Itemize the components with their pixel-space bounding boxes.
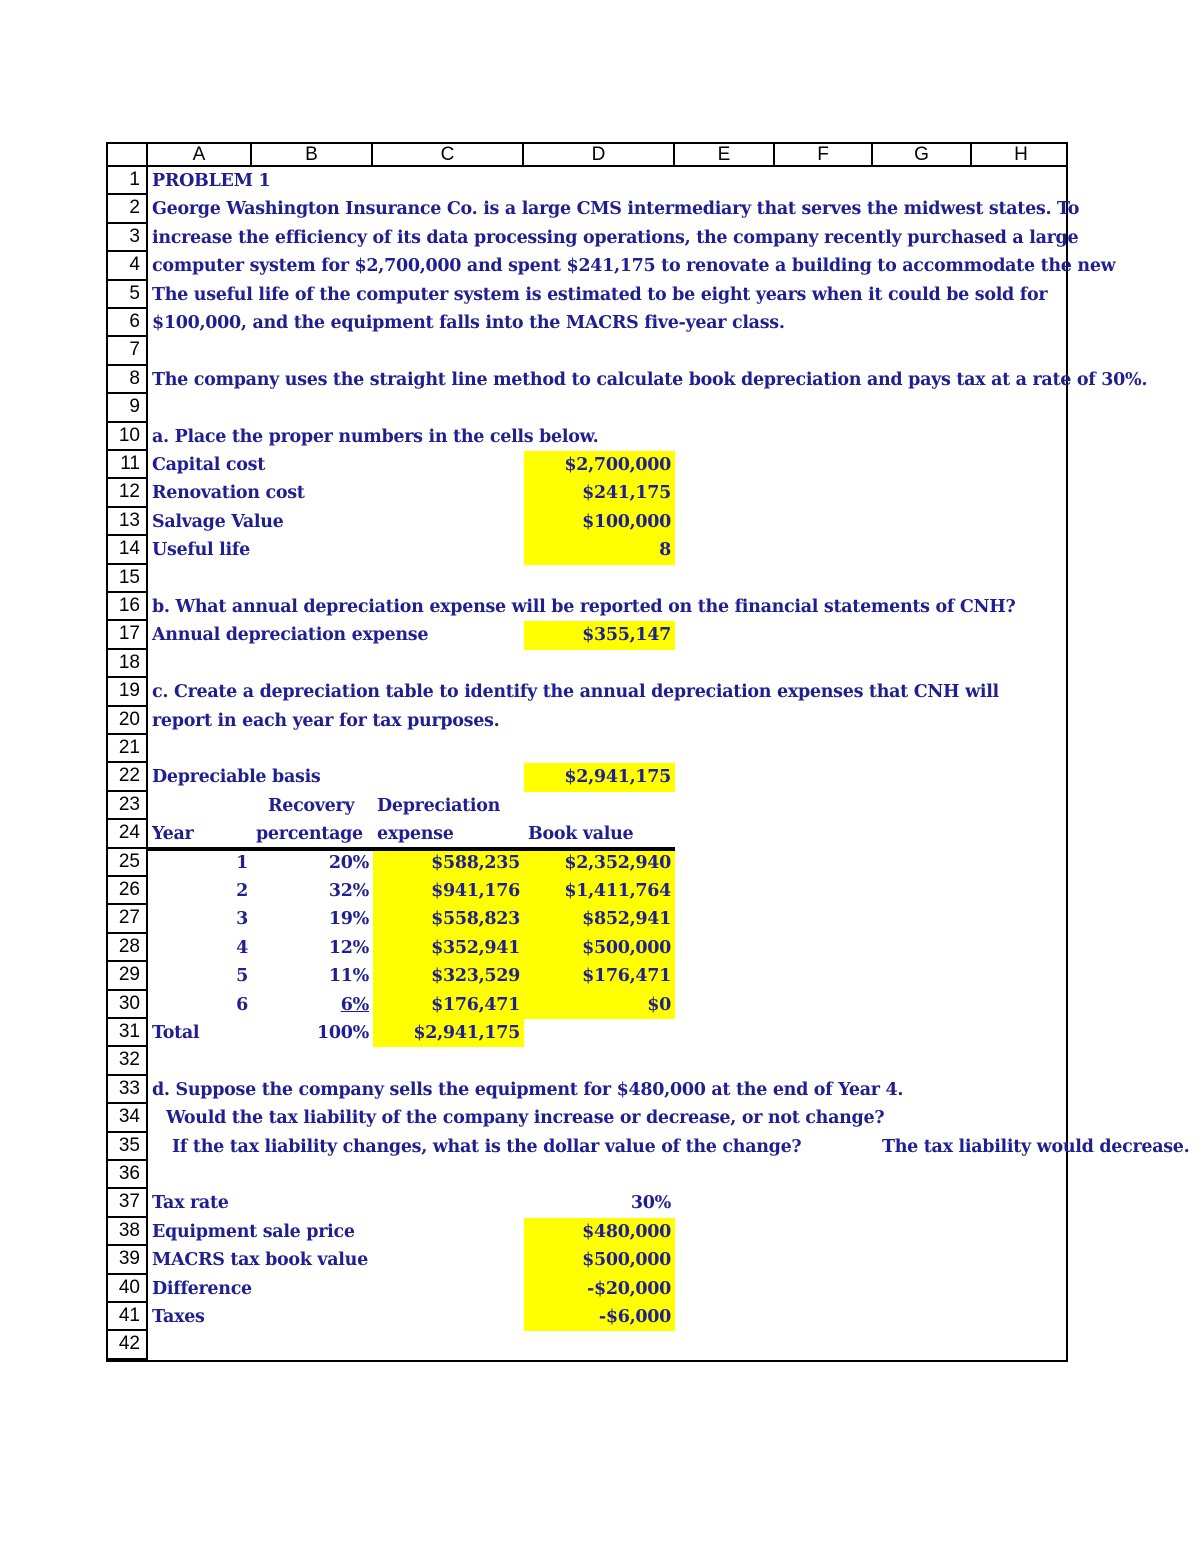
column-header-b[interactable]: B	[252, 144, 373, 165]
table-book-value[interactable]: $2,352,940	[524, 849, 675, 877]
table-book-value[interactable]: $500,000	[524, 934, 675, 962]
tax-value[interactable]: $480,000	[524, 1218, 675, 1246]
row-header[interactable]: 26	[108, 877, 148, 905]
input-label[interactable]: Capital cost	[152, 455, 265, 475]
row-header[interactable]: 16	[108, 593, 148, 621]
problem-text-r1[interactable]: PROBLEM 1	[152, 171, 271, 191]
row-header[interactable]: 10	[108, 423, 148, 451]
tax-label[interactable]: Difference	[152, 1278, 252, 1299]
table-year[interactable]: 6	[236, 994, 248, 1015]
row-header[interactable]: 21	[108, 735, 148, 763]
table-percentage[interactable]: 12%	[328, 937, 369, 958]
row-header[interactable]: 38	[108, 1218, 148, 1246]
row-header[interactable]: 15	[108, 565, 148, 593]
column-header-c[interactable]: C	[373, 144, 524, 165]
row-header[interactable]: 7	[108, 337, 148, 365]
problem-text-r4[interactable]: computer system for $2,700,000 and spent $241,175 to renovate a building to accommodate the new	[152, 256, 1116, 277]
tax-label[interactable]: Equipment sale price	[152, 1221, 355, 1242]
row-header[interactable]: 41	[108, 1303, 148, 1331]
row-header[interactable]: 19	[108, 678, 148, 706]
tax-label[interactable]: MACRS tax book value	[152, 1250, 368, 1271]
input-value[interactable]: $241,175	[524, 479, 675, 507]
row-header[interactable]: 35	[108, 1133, 148, 1161]
table-book-value[interactable]: $176,471	[524, 962, 675, 990]
row-header[interactable]: 18	[108, 650, 148, 678]
table-book-value[interactable]: $1,411,764	[524, 877, 675, 905]
row-header[interactable]: 39	[108, 1246, 148, 1274]
input-label[interactable]: Salvage Value	[152, 511, 284, 532]
table-book-value[interactable]: $852,941	[524, 905, 675, 933]
input-value[interactable]: $2,700,000	[524, 451, 675, 479]
problem-text-r19[interactable]: c. Create a depreciation table to identify the annual depreciation expenses that CNH will	[152, 682, 999, 703]
column-header-e[interactable]: E	[675, 144, 775, 165]
row-header[interactable]: 40	[108, 1275, 148, 1303]
problem-text-r10[interactable]: a. Place the proper numbers in the cells below.	[152, 426, 599, 447]
problem-text-r6[interactable]: $100,000, and the equipment falls into the MACRS five-year class.	[152, 313, 785, 333]
table-expense[interactable]: $176,471	[373, 991, 524, 1019]
problem-text-r5[interactable]: The useful life of the computer system is estimated to be eight years when it could be sold for	[152, 284, 1048, 305]
row-header[interactable]: 17	[108, 621, 148, 649]
row-header[interactable]: 32	[108, 1047, 148, 1075]
header-book-value[interactable]: Book value	[528, 824, 634, 845]
column-header-a[interactable]: A	[148, 144, 252, 165]
row-header[interactable]: 14	[108, 536, 148, 564]
tax-label[interactable]: Tax rate	[152, 1193, 229, 1214]
row-header[interactable]: 28	[108, 934, 148, 962]
row-header[interactable]: 6	[108, 309, 148, 337]
table-year[interactable]: 5	[236, 966, 248, 987]
problem-text-r20[interactable]: report in each year for tax purposes.	[152, 710, 500, 731]
row-header[interactable]: 37	[108, 1189, 148, 1217]
row-header[interactable]: 27	[108, 905, 148, 933]
row-header[interactable]: 34	[108, 1104, 148, 1132]
table-header-border	[148, 847, 675, 851]
tax-label[interactable]: Taxes	[152, 1307, 205, 1327]
table-percentage[interactable]: 19%	[328, 909, 369, 930]
input-value[interactable]: 8	[524, 536, 675, 564]
column-header-g[interactable]: G	[873, 144, 972, 165]
table-year[interactable]: 1	[236, 852, 248, 873]
problem-text-r35[interactable]: If the tax liability changes, what is the dollar value of the change?	[172, 1136, 802, 1157]
column-header-h[interactable]: H	[1014, 144, 1028, 165]
table-year[interactable]: 3	[236, 909, 248, 930]
row-header[interactable]: 30	[108, 991, 148, 1019]
column-header-row	[108, 144, 1066, 167]
problem-text-r34[interactable]: Would the tax liability of the company increase or decrease, or not change?	[166, 1108, 885, 1129]
header-depreciation[interactable]: Depreciation	[377, 795, 501, 816]
row-header[interactable]: 24	[108, 820, 148, 848]
row-header[interactable]: 4	[108, 252, 148, 280]
table-year[interactable]: 4	[236, 937, 248, 958]
total-percentage[interactable]: 100%	[317, 1023, 369, 1043]
row-header[interactable]: 9	[108, 394, 148, 422]
row-header[interactable]: 8	[108, 366, 148, 394]
table-expense[interactable]: $352,941	[373, 934, 524, 962]
row-header[interactable]: 22	[108, 763, 148, 791]
header-percentage[interactable]: percentage	[256, 824, 363, 845]
problem-text-r33[interactable]: d. Suppose the company sells the equipment for $480,000 at the end of Year 4.	[152, 1079, 904, 1100]
spreadsheet	[106, 142, 1190, 1362]
depreciable-basis-value[interactable]: $2,941,175	[524, 763, 675, 791]
tax-value[interactable]: -$20,000	[524, 1275, 675, 1303]
header-recovery[interactable]: Recovery	[268, 795, 355, 816]
table-percentage[interactable]: 32%	[328, 881, 369, 901]
row-header[interactable]: 36	[108, 1161, 148, 1189]
table-expense[interactable]: $323,529	[373, 962, 524, 990]
problem-text-r8[interactable]: The company uses the straight line method to calculate book depreciation and pays tax at a rate of 30%.	[152, 369, 1148, 390]
problem-text-r16[interactable]: b. What annual depreciation expense will be reported on the financial statements of CNH?	[152, 597, 1016, 617]
input-label[interactable]: Useful life	[152, 540, 250, 561]
input-label[interactable]: Renovation cost	[152, 483, 305, 504]
table-expense[interactable]: $558,823	[373, 905, 524, 933]
table-expense[interactable]: $941,176	[373, 877, 524, 905]
header-year[interactable]: Year	[152, 824, 194, 845]
row-header[interactable]: 12	[108, 479, 148, 507]
column-header-f[interactable]: F	[775, 144, 873, 165]
input-value[interactable]: $100,000	[524, 508, 675, 536]
row-header[interactable]: 42	[108, 1331, 148, 1359]
problem-text-r2[interactable]: George Washington Insurance Co. is a large CMS intermediary that serves the midwest states. To	[152, 199, 1080, 220]
row-header[interactable]: 33	[108, 1076, 148, 1104]
select-all-corner[interactable]	[108, 144, 148, 165]
tax-value[interactable]: -$6,000	[524, 1303, 675, 1331]
table-expense[interactable]: $588,235	[373, 849, 524, 877]
table-percentage[interactable]	[252, 991, 373, 1019]
row-header[interactable]: 13	[108, 508, 148, 536]
total-label[interactable]: Total	[152, 1023, 200, 1043]
answer-text-r35[interactable]: The tax liability would decrease.	[882, 1136, 1190, 1157]
row-header[interactable]: 29	[108, 962, 148, 990]
table-percentage-text: 6%	[340, 994, 369, 1015]
row-header[interactable]: 25	[108, 849, 148, 877]
row-header[interactable]: 11	[108, 451, 148, 479]
row-header[interactable]: 1	[108, 167, 148, 195]
row-header[interactable]: 2	[108, 195, 148, 223]
total-expense[interactable]: $2,941,175	[373, 1019, 524, 1047]
annual-depreciation-value[interactable]: $355,147	[524, 621, 675, 649]
tax-value[interactable]: $500,000	[524, 1246, 675, 1274]
depreciable-basis-label[interactable]: Depreciable basis	[152, 767, 321, 788]
header-expense[interactable]: expense	[377, 824, 454, 845]
table-percentage[interactable]: 20%	[328, 852, 369, 873]
annual-depreciation-label[interactable]: Annual depreciation expense	[152, 625, 429, 646]
row-header[interactable]: 5	[108, 281, 148, 309]
tax-value[interactable]: 30%	[630, 1193, 671, 1214]
table-percentage[interactable]: 11%	[328, 966, 369, 987]
row-header[interactable]: 20	[108, 707, 148, 735]
table-year[interactable]: 2	[236, 881, 248, 901]
table-book-value[interactable]: $0	[524, 991, 675, 1019]
problem-text-r3[interactable]: increase the efficiency of its data processing operations, the company recently purchased a large	[152, 227, 1079, 248]
row-header[interactable]: 31	[108, 1019, 148, 1047]
row-header[interactable]: 3	[108, 224, 148, 252]
column-header-d[interactable]: D	[524, 144, 675, 165]
row-header[interactable]: 23	[108, 792, 148, 820]
